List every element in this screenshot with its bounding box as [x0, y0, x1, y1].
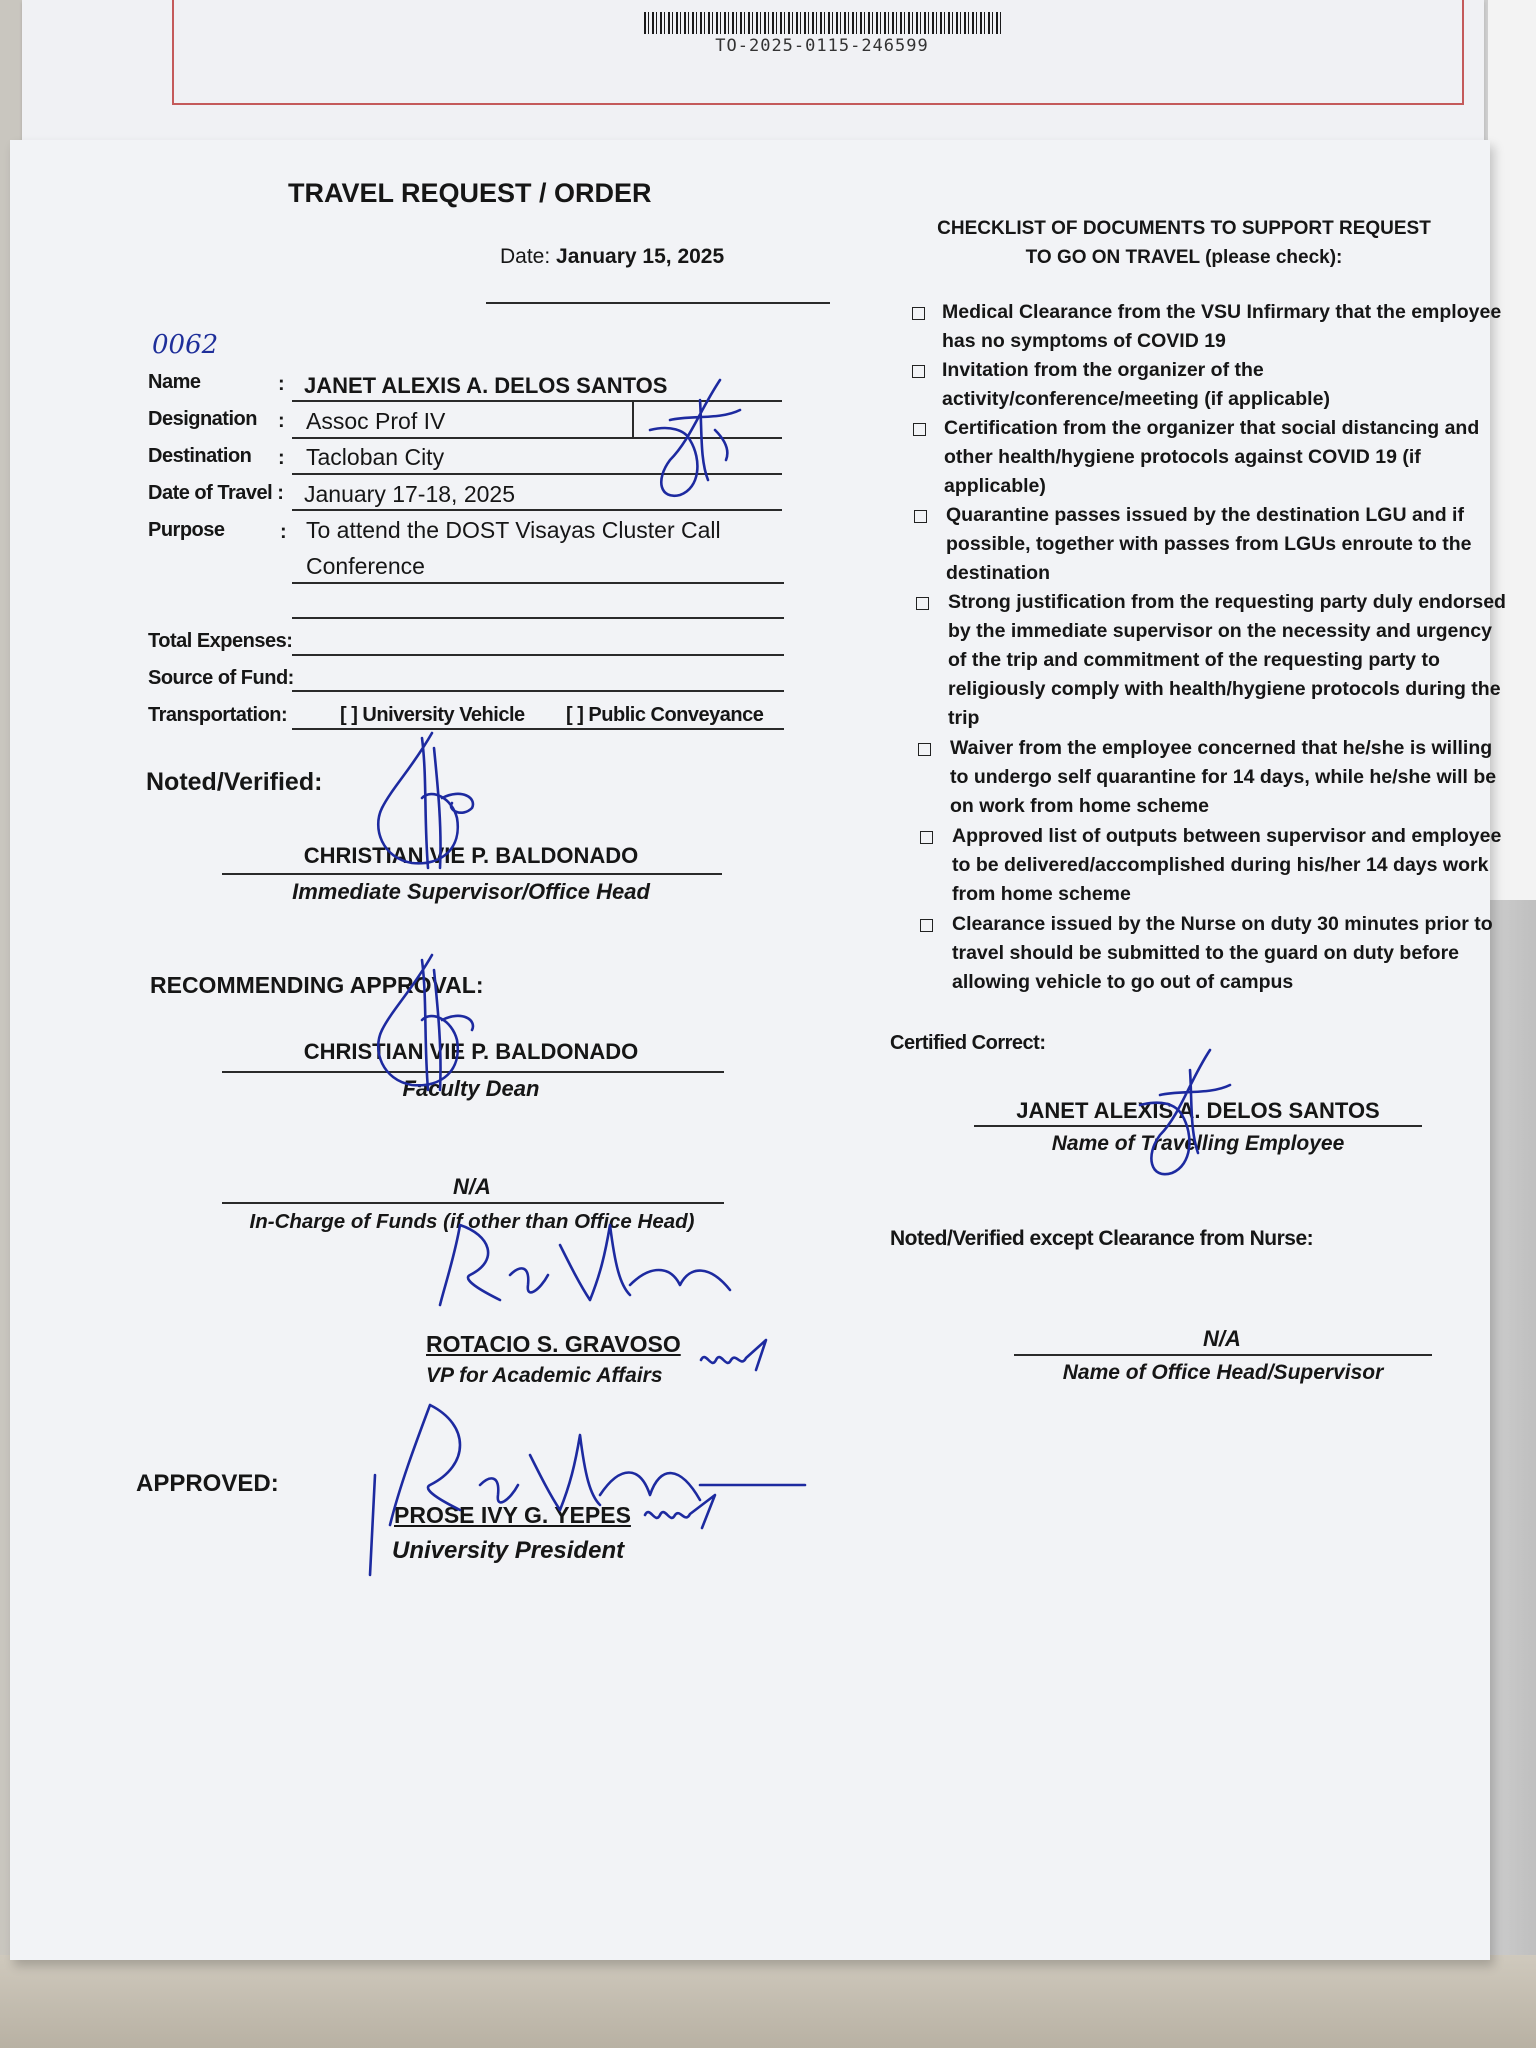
form-title: TRAVEL REQUEST / ORDER [288, 178, 652, 208]
purpose-line-2: Conference [306, 553, 425, 579]
signature-vp [430, 1205, 750, 1315]
noted-nurse-heading: Noted/Verified except Clearance from Nurse: [890, 1227, 1314, 1250]
checklist-item-1: Medical Clearance from the VSU Infirmary that the employee has no symptoms of COVID 19 [942, 301, 1502, 352]
purpose-line-1: To attend the DOST Visayas Cluster Call [306, 517, 721, 543]
handwritten-number: 0062 [152, 330, 219, 360]
date-of-travel-label: Date of Travel : [148, 482, 284, 504]
barcode [644, 12, 1002, 34]
checkbox-1[interactable] [912, 307, 925, 320]
date-value: January 15, 2025 [556, 245, 725, 268]
checkbox-8[interactable] [920, 919, 933, 932]
noted-nurse-role: Name of Office Head/Supervisor [1062, 1361, 1384, 1384]
transport-public-conveyance[interactable]: [ ] Public Conveyance [566, 704, 764, 726]
back-sheet [22, 0, 1484, 150]
checkbox-2[interactable] [912, 365, 925, 378]
certified-heading: Certified Correct: [890, 1032, 1046, 1054]
funds-role: In-Charge of Funds (if other than Office Head) [249, 1210, 695, 1233]
initials-vp [696, 1330, 786, 1380]
source-of-fund-label: Source of Fund: [148, 667, 294, 689]
destination-value: Tacloban City [306, 444, 445, 470]
checklist-item-8: Clearance issued by the Nurse on duty 30 minutes prior to travel should be submitted to the guard on duty before allowing vehicle to go out of campus [952, 913, 1493, 993]
date-of-travel-value: January 17-18, 2025 [304, 481, 515, 507]
designation-label: Designation [148, 408, 257, 430]
signature-president [360, 1385, 810, 1585]
noted-verified-role: Immediate Supervisor/Office Head [292, 879, 650, 904]
total-expenses-label: Total Expenses: [148, 630, 293, 652]
destination-label: Destination [148, 445, 252, 467]
checkbox-4[interactable] [914, 510, 927, 523]
purpose-label: Purpose [148, 519, 225, 541]
vp-role: VP for Academic Affairs [426, 1364, 663, 1387]
checklist-item-7: Approved list of outputs between supervisor and employee to be delivered/accomplished during his/her 14 days work from home scheme [952, 825, 1502, 905]
approved-role: University President [392, 1537, 625, 1564]
recommending-heading: RECOMMENDING APPROVAL: [150, 972, 484, 998]
designation-value: Assoc Prof IV [306, 408, 446, 434]
date-rule [486, 302, 830, 304]
transportation-label: Transportation: [148, 704, 288, 726]
noted-verified-name: CHRISTIAN VIE P. BALDONADO [303, 843, 639, 868]
checklist-heading: CHECKLIST OF DOCUMENTS TO SUPPORT REQUEST TO GO ON TRAVEL (please check): [937, 218, 1431, 268]
name-value: JANET ALEXIS A. DELOS SANTOS [304, 373, 668, 398]
checklist-item-6: Waiver from the employee concerned that he/she is willing to undergo self quarantine for 14 days, while he/she will be on work from home scheme [950, 737, 1497, 817]
signature-employee [630, 370, 750, 510]
signature-dean [352, 950, 502, 1100]
recommending-name: CHRISTIAN VIE P. BALDONADO [303, 1039, 639, 1064]
checkbox-3[interactable] [913, 423, 926, 436]
initials-president [640, 1490, 730, 1540]
checkbox-7[interactable] [920, 831, 933, 844]
noted-nurse-name: N/A [1203, 1326, 1241, 1351]
form-date [500, 245, 724, 269]
background-desk-bottom [0, 1955, 1536, 2048]
date-label: Date: [500, 245, 551, 268]
tracking-number: TO-2025-0115-246599 [715, 36, 929, 56]
checklist-item-5: Strong justification from the requesting party duly endorsed by the immediate supervisor on the necessity and urgency of the trip and commitment of the requesting party to religiously comply with health/hygiene protocols during the trip [948, 591, 1506, 729]
vp-name: ROTACIO S. GRAVOSO [426, 1331, 681, 1357]
recommending-role: Faculty Dean [402, 1076, 540, 1101]
transport-university-vehicle[interactable]: [ ] University Vehicle [340, 704, 525, 726]
signature-certified [1130, 1045, 1240, 1185]
checkbox-5[interactable] [916, 597, 929, 610]
approved-name: PROSE IVY G. YEPES [394, 1502, 631, 1528]
checkbox-6[interactable] [918, 743, 931, 756]
name-label: Name [148, 371, 201, 393]
checklist-item-3: Certification from the organizer that social distancing and other health/hygiene protocols against COVID 19 (if applicable) [944, 417, 1480, 497]
certified-name: JANET ALEXIS A. DELOS SANTOS [1016, 1098, 1380, 1123]
approved-heading: APPROVED: [136, 1470, 279, 1497]
funds-name: N/A [453, 1174, 491, 1199]
certified-role: Name of Travelling Employee [1051, 1132, 1345, 1155]
checklist-item-4: Quarantine passes issued by the destination LGU and if possible, together with passes from LGUs enroute to the destination [946, 504, 1472, 584]
checklist-item-2: Invitation from the organizer of the activity/conference/meeting (if applicable) [942, 359, 1330, 410]
noted-verified-heading: Noted/Verified: [146, 768, 323, 796]
signature-supervisor [352, 728, 502, 878]
